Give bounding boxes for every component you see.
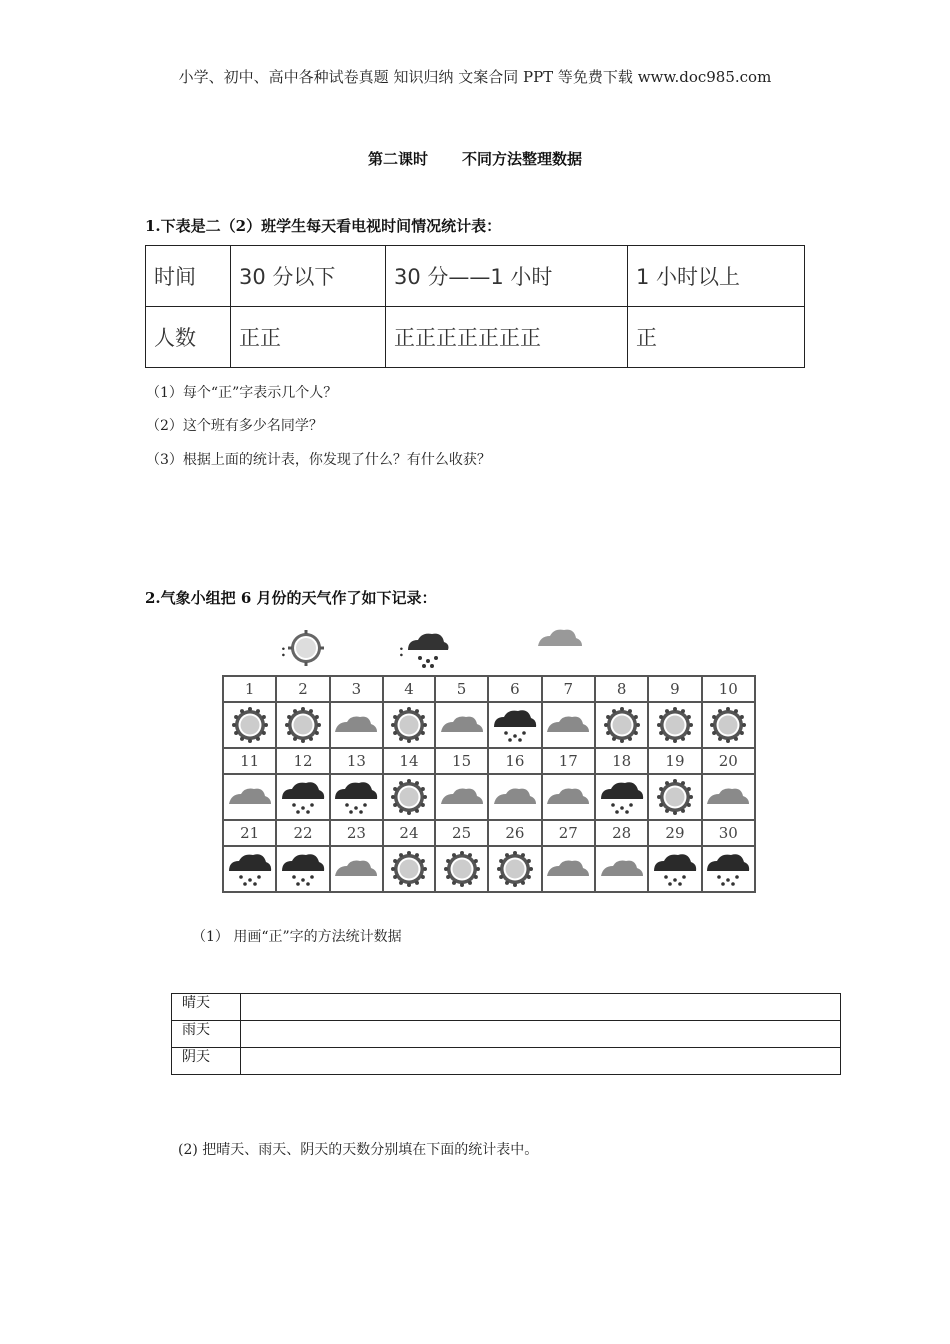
calendar-icon-row [223, 702, 755, 748]
lesson-title [0, 148, 950, 169]
table-row [172, 1048, 841, 1075]
tally-input-cloudy[interactable] [241, 1048, 841, 1075]
day-number: 9 [648, 676, 701, 702]
legend-colon-rain: : [398, 637, 405, 661]
day-number: 21 [223, 820, 276, 846]
question-2-sub-1: （1） 用画“正”字的方法统计数据 [192, 929, 402, 945]
day-number: 11 [223, 748, 276, 774]
day-number: 18 [595, 748, 648, 774]
day-number: 8 [595, 676, 648, 702]
rain-cloud-icon [408, 634, 449, 668]
sun-icon [383, 774, 435, 820]
calendar-icon-row [223, 774, 755, 820]
calendar-number-row [223, 676, 755, 702]
sun-icon [702, 702, 755, 748]
day-number: 1 [223, 676, 276, 702]
rain-cloud-icon [488, 702, 541, 748]
tally-over-1h: 正 [628, 307, 805, 368]
cell-over-1h: 1 小时以上 [628, 246, 805, 307]
lesson-topic: 不同方法整理数据 [462, 150, 583, 168]
tally-under-30: 正正 [231, 307, 386, 368]
tv-time-table [145, 245, 805, 368]
day-number: 14 [383, 748, 435, 774]
day-number: 6 [488, 676, 541, 702]
cloud-icon [488, 774, 541, 820]
cloud-icon [542, 702, 595, 748]
calendar-icon-row [223, 846, 755, 892]
sun-icon [383, 702, 435, 748]
tally-30-to-60: 正正正正正正正 [386, 307, 628, 368]
sun-icon [223, 702, 276, 748]
cloud-icon [542, 846, 595, 892]
question-1-sub-3: （3）根据上面的统计表，你发现了什么？有什么收获？ [146, 452, 491, 468]
weather-legend [280, 626, 600, 670]
question-1-sub-2: （2）这个班有多少名同学？ [146, 418, 323, 434]
day-number: 2 [276, 676, 329, 702]
cell-under-30: 30 分以下 [231, 246, 386, 307]
day-number: 30 [702, 820, 755, 846]
rain-cloud-icon [276, 846, 329, 892]
lesson-number: 第二课时 [367, 150, 428, 168]
day-number: 20 [702, 748, 755, 774]
sun-icon [648, 702, 701, 748]
cloud-icon [702, 774, 755, 820]
tally-input-rainy[interactable] [241, 1021, 841, 1048]
weather-tally-table [171, 993, 841, 1075]
day-number: 26 [488, 820, 541, 846]
sun-icon [276, 702, 329, 748]
sun-icon [383, 846, 435, 892]
cell-time-label: 时间 [146, 246, 231, 307]
rain-cloud-icon [330, 774, 383, 820]
day-number: 12 [276, 748, 329, 774]
day-number: 7 [542, 676, 595, 702]
day-number: 28 [595, 820, 648, 846]
rain-cloud-icon [648, 846, 701, 892]
calendar-number-row [223, 748, 755, 774]
day-number: 10 [702, 676, 755, 702]
cloud-icon [330, 702, 383, 748]
question-2-sub-2: (2) 把晴天、雨天、阴天的天数分别填在下面的统计表中。 [178, 1142, 539, 1158]
cloud-icon [223, 774, 276, 820]
sun-icon [435, 846, 488, 892]
question-1-heading: 1.下表是二（2）班学生每天看电视时间情况统计表： [145, 217, 502, 235]
day-number: 24 [383, 820, 435, 846]
question-1-sub-1: （1）每个“正”字表示几个人？ [146, 385, 338, 401]
table-row [146, 246, 805, 307]
day-number: 22 [276, 820, 329, 846]
rain-cloud-icon [595, 774, 648, 820]
calendar-number-row [223, 820, 755, 846]
cloud-icon [435, 774, 488, 820]
rain-cloud-icon [223, 846, 276, 892]
sun-icon [288, 630, 324, 666]
cell-30-to-60: 30 分——1 小时 [386, 246, 628, 307]
table-row [146, 307, 805, 368]
sun-icon [648, 774, 701, 820]
day-number: 29 [648, 820, 701, 846]
cloud-icon [538, 630, 582, 646]
day-number: 15 [435, 748, 488, 774]
day-number: 17 [542, 748, 595, 774]
label-cloudy: 阴天 [172, 1048, 241, 1075]
cloud-icon [595, 846, 648, 892]
tally-input-sunny[interactable] [241, 994, 841, 1021]
day-number: 5 [435, 676, 488, 702]
page-header: 小学、初中、高中各种试卷真题 知识归纳 文案合同 PPT 等免费下载 www.doc985.com [178, 68, 772, 86]
cloud-icon [435, 702, 488, 748]
day-number: 3 [330, 676, 383, 702]
label-sunny: 晴天 [172, 994, 241, 1021]
day-number: 13 [330, 748, 383, 774]
legend-colon-sunny: : [280, 637, 287, 661]
rain-cloud-icon [702, 846, 755, 892]
day-number: 25 [435, 820, 488, 846]
question-2-heading: 2.气象小组把 6 月份的天气作了如下记录： [145, 589, 437, 607]
day-number: 23 [330, 820, 383, 846]
cell-count-label: 人数 [146, 307, 231, 368]
weather-calendar [222, 675, 756, 893]
rain-cloud-icon [276, 774, 329, 820]
table-row [172, 994, 841, 1021]
cloud-icon [542, 774, 595, 820]
table-row [172, 1021, 841, 1048]
sun-icon [595, 702, 648, 748]
day-number: 16 [488, 748, 541, 774]
day-number: 27 [542, 820, 595, 846]
day-number: 4 [383, 676, 435, 702]
sun-icon [488, 846, 541, 892]
day-number: 19 [648, 748, 701, 774]
label-rainy: 雨天 [172, 1021, 241, 1048]
cloud-icon [330, 846, 383, 892]
